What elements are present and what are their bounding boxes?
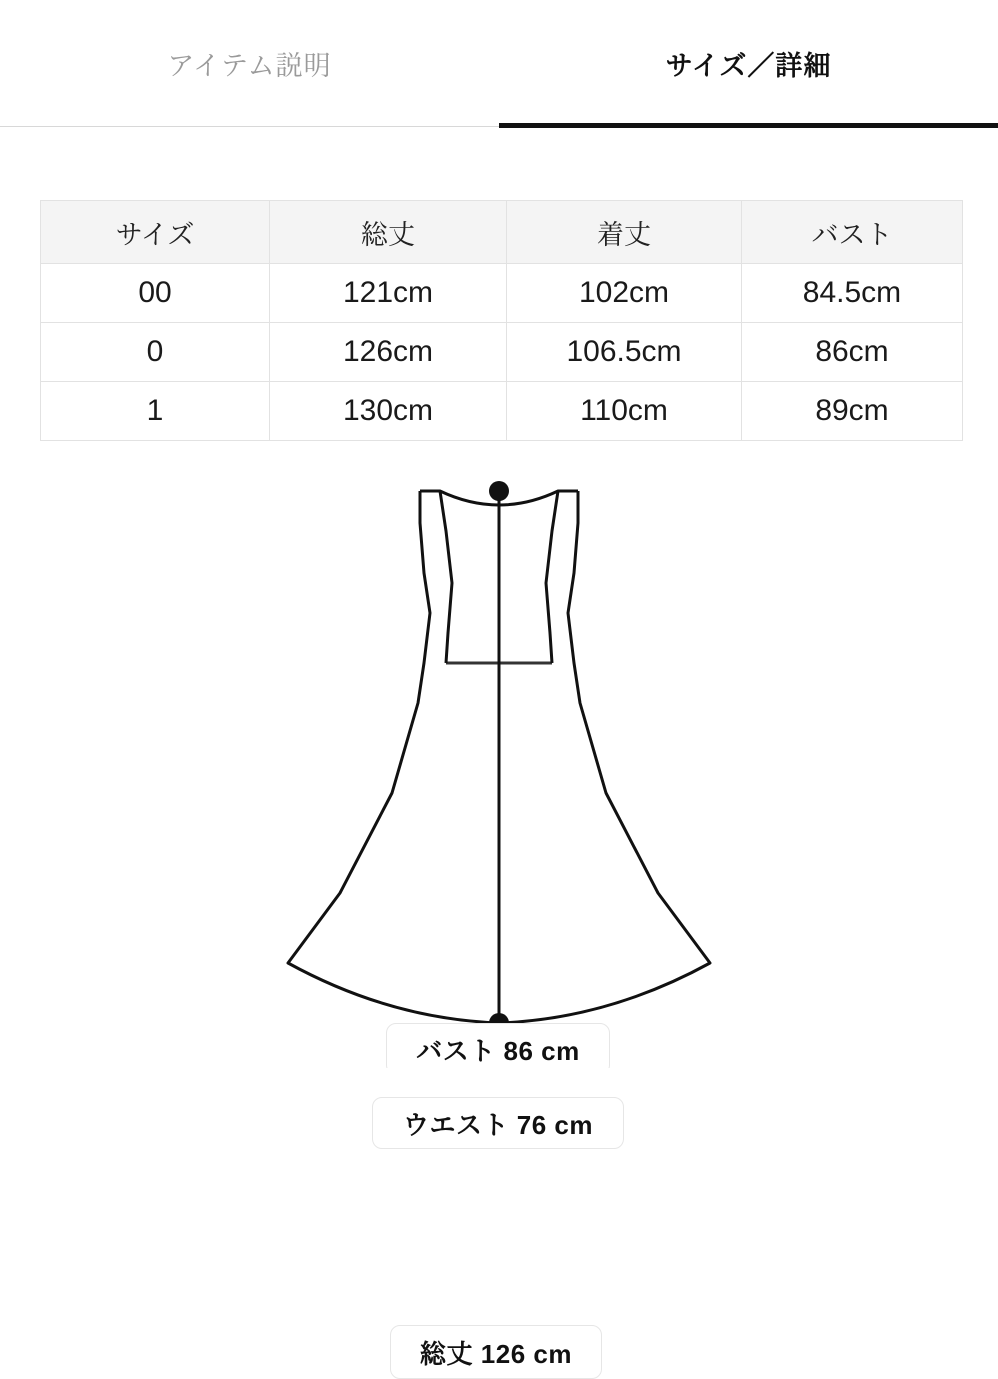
bottom-spacer xyxy=(0,1068,998,1080)
cell-size: 00 xyxy=(41,264,270,323)
cell-wear: 102cm xyxy=(507,264,742,323)
cell-wear: 106.5cm xyxy=(507,323,742,382)
table-row xyxy=(41,323,963,382)
cell-bust: 84.5cm xyxy=(742,264,963,323)
size-table xyxy=(40,200,963,441)
tab-size-details[interactable]: サイズ／詳細 xyxy=(665,51,832,81)
size-table-container xyxy=(40,200,958,441)
cell-total: 121cm xyxy=(270,264,507,323)
measure-label-waist: ウエスト 76 cm xyxy=(372,1097,624,1149)
cell-bust: 89cm xyxy=(742,382,963,441)
measure-label-total-length: 総丈 126 cm xyxy=(390,1325,602,1379)
dress-outline-icon xyxy=(0,463,998,1083)
cell-size: 1 xyxy=(41,382,270,441)
tab-active-indicator xyxy=(499,123,998,128)
table-header-row xyxy=(41,201,963,264)
cell-size: 0 xyxy=(41,323,270,382)
garment-measurement-diagram xyxy=(0,463,998,1369)
table-row xyxy=(41,264,963,323)
table-header-bust: バスト xyxy=(742,201,963,264)
table-header-total: 総丈 xyxy=(270,201,507,264)
cell-wear: 110cm xyxy=(507,382,742,441)
cell-bust: 86cm xyxy=(742,323,963,382)
table-header-size: サイズ xyxy=(41,201,270,264)
cell-total: 126cm xyxy=(270,323,507,382)
table-row xyxy=(41,382,963,441)
cell-total: 130cm xyxy=(270,382,507,441)
measure-label-bust: バスト 86 cm xyxy=(386,1023,610,1075)
tab-item-description[interactable]: アイテム説明 xyxy=(167,51,332,81)
table-header-wear: 着丈 xyxy=(507,201,742,264)
tab-bar xyxy=(0,0,998,128)
